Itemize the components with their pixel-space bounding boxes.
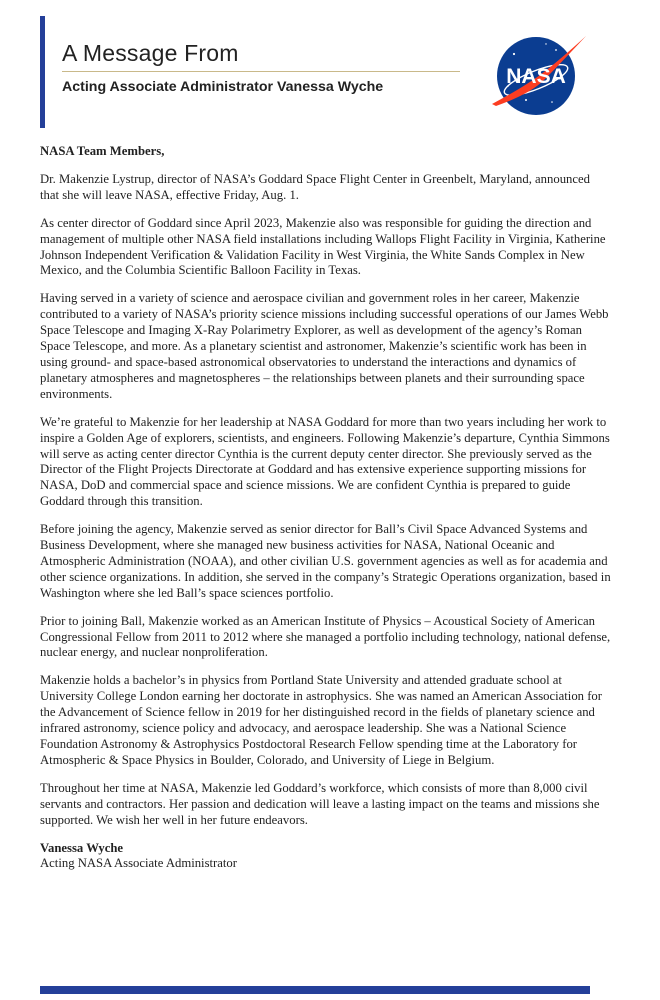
header-title: A Message From xyxy=(62,40,239,66)
paragraph-5: Before joining the agency, Makenzie served as senior director for Ball’s Civil Space Advanced Systems and Business Development, where she managed new business activities for NASA, National Oceanic and Atmospheric Administration (NOAA), and other civilian U.S. government agencies as well as for academia and other science organizations. In addition, she served in the company’s Strategic Operations organization, based in Washington where she led Ball’s space sciences portfolio. xyxy=(40,522,611,600)
logo-wordmark: NASA xyxy=(506,65,566,88)
signature-name: Vanessa Wyche xyxy=(40,840,124,855)
paragraph-1: Dr. Makenzie Lystrup, director of NASA’s Goddard Space Flight Center in Greenbelt, Maryland, announced that she will leave NASA, effective Friday, Aug. 1. xyxy=(40,171,591,202)
nasa-logo-icon xyxy=(486,30,592,122)
header-divider xyxy=(62,71,460,72)
paragraph-7: Makenzie holds a bachelor’s in physics from Portland State University and attended graduate school at University College London earning her doctorate in astrophysics. She was named an American Association for the Advancement of Science fellow in 2019 for her distinguished record in the fields of planetary science and infrared astronomy, science policy and advocacy, and aerospace leadership. She was a National Science Foundation Astronomy & Astrophysics Postdoctoral Research Fellow spending time at the Laboratory for Atmospheric & Space Physics in Boulder, Colorado, and University of Liege in Belgium. xyxy=(40,673,602,767)
signature-title: Acting NASA Associate Administrator xyxy=(40,856,237,871)
paragraph-8: Throughout her time at NASA, Makenzie led Goddard’s workforce, which consists of more than 8,000 civil servants and contractors. Her passion and dedication will leave a lasting impact on the teams and missions she supported. We wish her well in her future endeavors. xyxy=(40,780,600,827)
paragraph-3: Having served in a variety of science and aerospace civilian and government roles in her career, Makenzie contributed to a variety of NASA’s priority science missions including successful operations of our James Webb Space Telescope and Imaging X-Ray Polarimetry Explorer, as well as development of the agency’s Roman Space Telescope, and more. As a planetary scientist and astronomer, Makenzie’s scientific work has been in using ground- and space-based astronomical observatories to understand the interactions and dynamics of planetary atmospheres and magnetospheres – the relationships between planets and their surrounding space environments. xyxy=(40,291,609,401)
footer-accent-bar xyxy=(40,986,590,994)
salutation: NASA Team Members, xyxy=(40,144,165,158)
letter-body xyxy=(40,144,612,872)
paragraph-2: As center director of Goddard since April 2023, Makenzie also was responsible for guiding the direction and management of multiple other NASA field installations including Wallops Flight Facility in Virginia, Katherine Johnson Independent Verification & Validation Facility in West Virginia, the White Sands Complex in New Mexico, and the Columbia Scientific Balloon Facility in Texas. xyxy=(40,215,606,278)
paragraph-6: Prior to joining Ball, Makenzie worked as an American Institute of Physics – Acoustical Society of American Congressional Fellow from 2011 to 2012 where she managed a portfolio including technology, national defense, nuclear energy, and nuclear nonproliferation. xyxy=(40,613,611,660)
header-accent-bar xyxy=(40,16,45,128)
header-subtitle: Acting Associate Administrator Vanessa Wyche xyxy=(62,79,384,95)
paragraph-4: We’re grateful to Makenzie for her leadership at NASA Goddard for more than two years including her work to inspire a Golden Age of explorers, scientists, and engineers. Following Makenzie’s departure, Cynthia Simmons will serve as acting center director Cynthia is the current deputy center director. She previously served as the Director of the Flight Projects Directorate at Goddard and has extensive experience supporting missions for NASA, DoD and commercial space and science missions. We are confident Cynthia is prepared to guide Goddard through this transition. xyxy=(40,414,610,509)
